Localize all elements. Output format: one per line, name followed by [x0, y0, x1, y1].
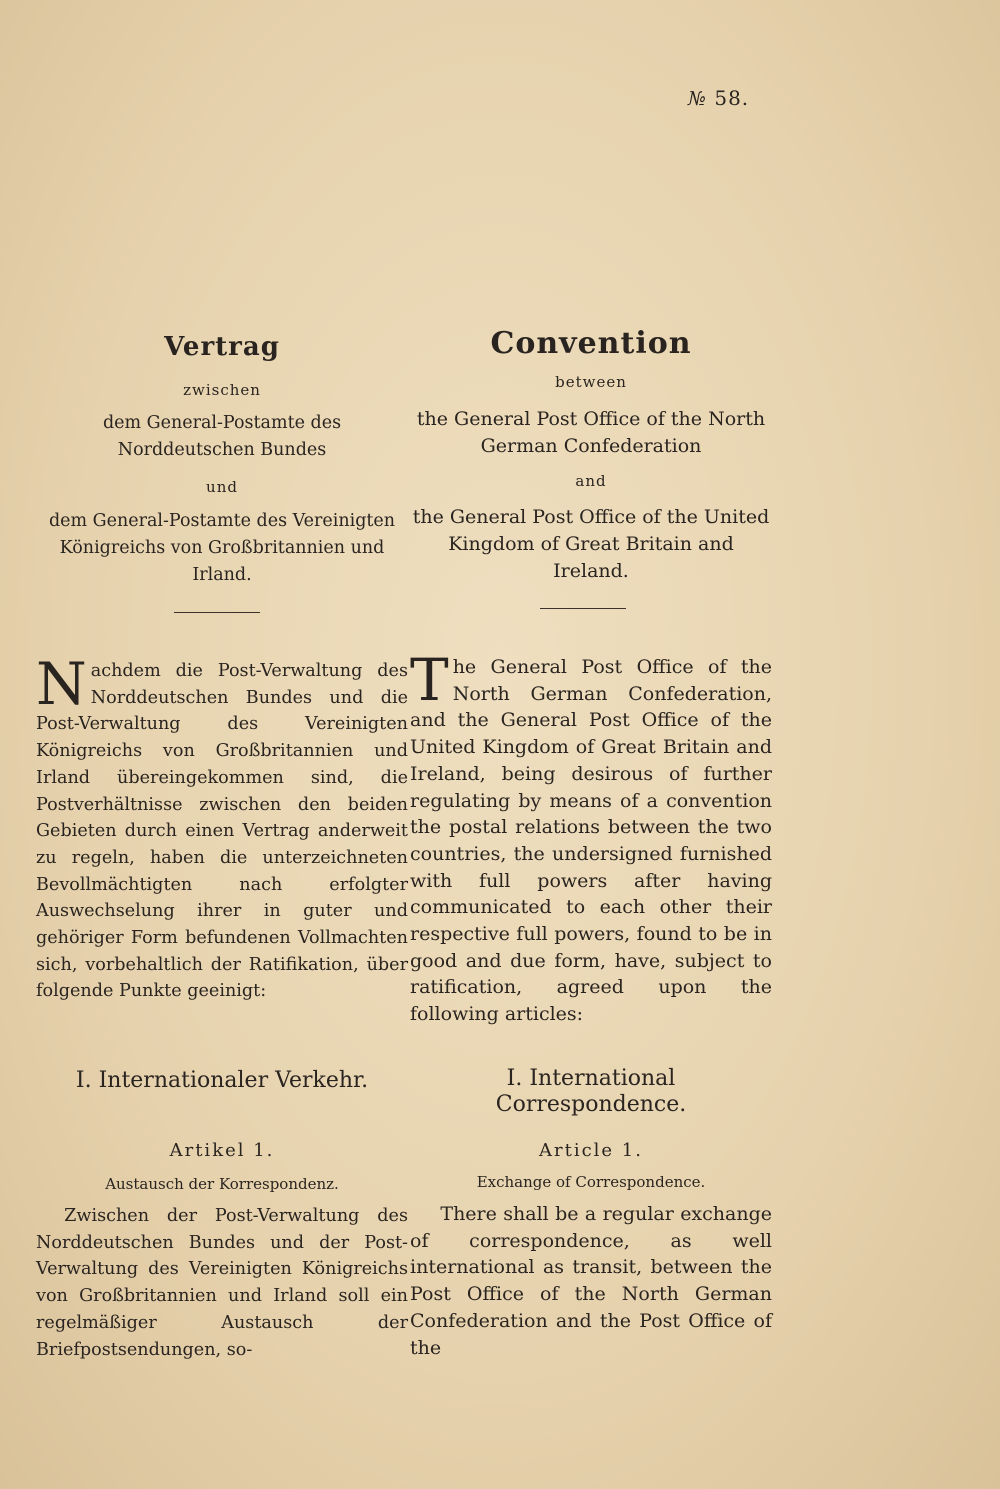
german-party-2: dem General-Postamte des Vereinigten Königreichs von Großbritannien und Irland.	[48, 511, 396, 585]
english-section-heading: I. International Correspondence.	[495, 1066, 687, 1117]
english-party-1: the General Post Office of the North German Confederation	[416, 408, 766, 457]
english-article-heading: Article 1.	[539, 1140, 643, 1161]
german-between: zwischen	[183, 381, 261, 399]
german-dropcap: N	[36, 650, 87, 718]
german-preamble-text: achdem die Post-Verwaltung des Norddeutschen Bundes und die Post-Verwaltung des Vereinigten Königreichs von Großbritannien und Irland übereingekommen sind, die Postverhältnisse zwischen den beiden Gebieten durch einen Vertrag anderweit zu regeln, haben die unterzeichneten Bevollmächtigten nach erfolgter Auswechselung ihrer in guter und gehöriger Form befundenen Vollmachten sich, vorbehaltlich der Ratifikation, über folgende Punkte geeinigt:	[36, 661, 408, 1002]
english-between: between	[555, 373, 627, 391]
german-party-1: dem General-Postamte des Norddeutschen Bundes	[102, 413, 342, 460]
english-separator	[540, 608, 626, 609]
german-article-heading: Artikel 1.	[169, 1140, 275, 1161]
number-sign: №	[688, 88, 707, 110]
english-article-subtitle: Exchange of Correspondence.	[476, 1173, 706, 1191]
german-title: Vertrag	[164, 332, 280, 362]
german-and: und	[206, 478, 238, 496]
english-title: Convention	[490, 326, 692, 361]
german-article-subtitle: Austausch der Korrespondenz.	[105, 1175, 339, 1193]
english-preamble	[410, 646, 772, 1028]
german-article-text: Zwischen der Post-Verwaltung des Norddeutschen Bundes und der Post-Verwaltung des Vereinigten Königreichs von Großbritannien und Irland soll ein regelmäßiger Austausch der Briefpostsendungen, so-	[36, 1206, 408, 1360]
english-and: and	[575, 472, 607, 490]
page-number	[688, 86, 778, 110]
english-article-text: There shall be a regular exchange of correspondence, as well international as transit, between the Post Office of the North German Confederation and the Post Office of the	[410, 1203, 772, 1359]
english-dropcap: T	[410, 646, 449, 714]
english-preamble-text: he General Post Office of the North German Confederation, and the General Post Office of the United Kingdom of Great Britain and Ireland, being desirous of further regulating by means of a convention the postal relations between the two countries, the undersigned furnished with full powers after having communicated to each other their respective full powers, found to be in good and due form, have, subject to ratification, agreed upon the following articles:	[410, 656, 772, 1026]
german-section-heading: I. Internationaler Verkehr.	[75, 1068, 369, 1093]
page-number-value: 58.	[714, 86, 750, 110]
german-separator	[174, 612, 260, 613]
english-party-2: the General Post Office of the United Kingdom of Great Britain and Ireland.	[412, 506, 770, 582]
german-preamble	[36, 650, 408, 1005]
